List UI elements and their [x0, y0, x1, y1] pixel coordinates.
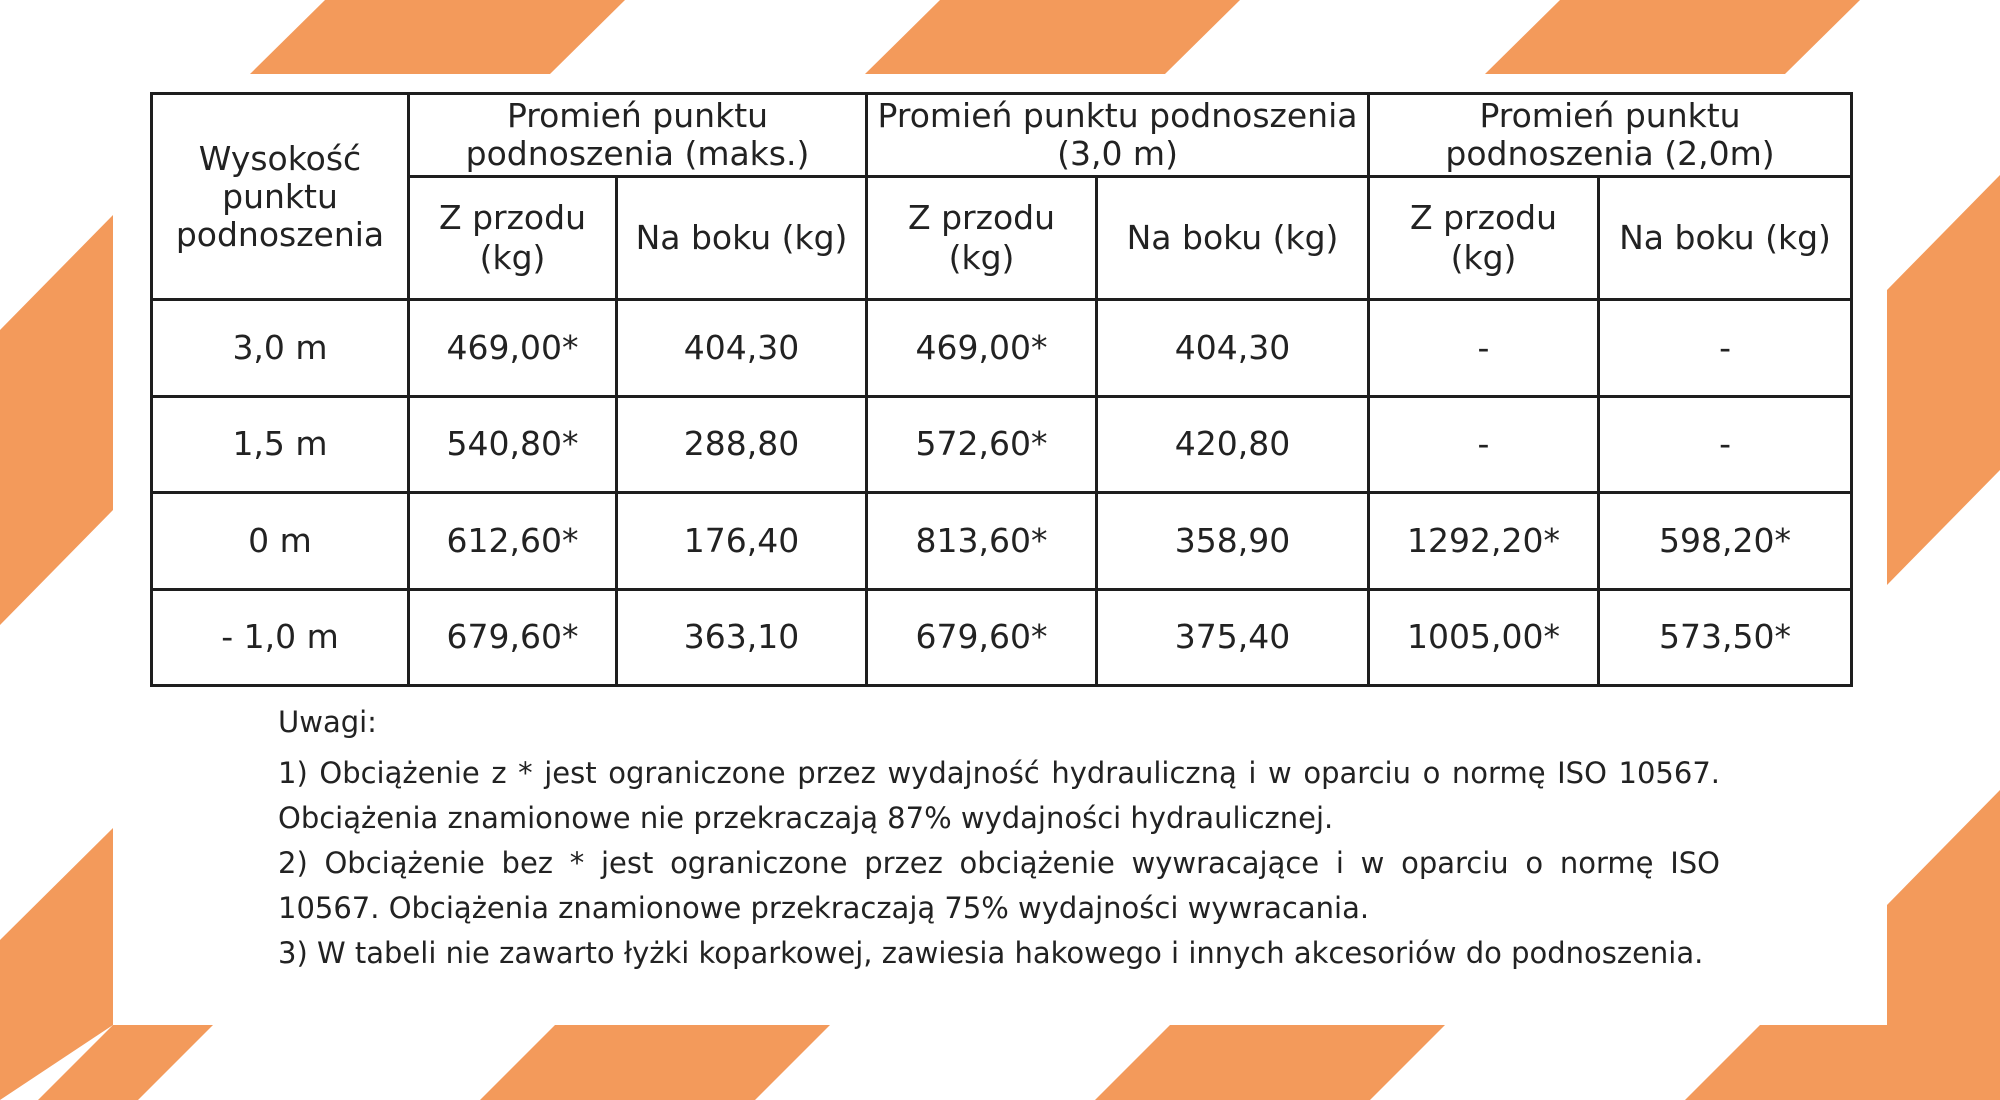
subheader-front: Z przodu (kg): [1369, 177, 1599, 300]
note-3: 3) W tabeli nie zawarto łyżki koparkowej, zawiesia hakowego i innych akcesoriów do podnoszenia.: [278, 936, 1704, 970]
group-header-2m-radius: Promień punktu podnoszenia (2,0m): [1369, 94, 1852, 177]
value-cell: 404,30: [1097, 300, 1369, 397]
value-cell: 404,30: [617, 300, 867, 397]
height-cell: - 1,0 m: [152, 589, 409, 686]
value-cell: 813,60*: [867, 493, 1097, 590]
table-row: [152, 589, 1852, 686]
row-header-height: Wysokość punktu podnoszenia: [152, 94, 409, 300]
notes-heading: Uwagi:: [278, 705, 377, 739]
subheader-side: Na boku (kg): [617, 177, 867, 300]
top-stripes: [250, 0, 1860, 74]
group-header-max-radius: Promień punktu podnoszenia (maks.): [409, 94, 867, 177]
value-cell: 358,90: [1097, 493, 1369, 590]
value-cell: -: [1599, 300, 1852, 397]
subheader-front: Z przodu (kg): [867, 177, 1097, 300]
table-header-row: [152, 94, 1852, 177]
value-cell: 573,50*: [1599, 589, 1852, 686]
height-cell: 3,0 m: [152, 300, 409, 397]
notes-section: [278, 700, 1720, 976]
value-cell: 1005,00*: [1369, 589, 1599, 686]
note-2: 2) Obciążenie bez * jest ograniczone przez obciążenie wywracające i w oparciu o normę ISO 10567. Obciążenia znamionowe przekraczają 75% wydajności wywracania.: [278, 846, 1720, 925]
value-cell: 598,20*: [1599, 493, 1852, 590]
value-cell: 679,60*: [409, 589, 617, 686]
value-cell: 176,40: [617, 493, 867, 590]
value-cell: 363,10: [617, 589, 867, 686]
value-cell: 288,80: [617, 396, 867, 493]
group-header-3m-radius: Promień punktu podnoszenia (3,0 m): [867, 94, 1369, 177]
value-cell: 612,60*: [409, 493, 617, 590]
value-cell: 679,60*: [867, 589, 1097, 686]
value-cell: 469,00*: [409, 300, 617, 397]
value-cell: 420,80: [1097, 396, 1369, 493]
value-cell: 1292,20*: [1369, 493, 1599, 590]
value-cell: -: [1369, 300, 1599, 397]
note-1: 1) Obciążenie z * jest ograniczone przez wydajność hydrauliczną i w oparciu o normę ISO 10567. Obciążenia znamionowe nie przekraczają 87% wydajności hydraulicznej.: [278, 756, 1720, 835]
table-row: [152, 493, 1852, 590]
height-cell: 0 m: [152, 493, 409, 590]
subheader-side: Na boku (kg): [1097, 177, 1369, 300]
table-row: [152, 396, 1852, 493]
height-cell: 1,5 m: [152, 396, 409, 493]
value-cell: -: [1599, 396, 1852, 493]
left-stripes: [0, 215, 113, 1100]
table-row: [152, 300, 1852, 397]
value-cell: 540,80*: [409, 396, 617, 493]
subheader-side: Na boku (kg): [1599, 177, 1852, 300]
value-cell: -: [1369, 396, 1599, 493]
subheader-front: Z przodu (kg): [409, 177, 617, 300]
right-stripes: [1887, 175, 2000, 1025]
value-cell: 572,60*: [867, 396, 1097, 493]
lifting-capacity-table: [150, 92, 1853, 687]
value-cell: 375,40: [1097, 589, 1369, 686]
value-cell: 469,00*: [867, 300, 1097, 397]
bottom-stripes: [38, 1025, 2000, 1100]
